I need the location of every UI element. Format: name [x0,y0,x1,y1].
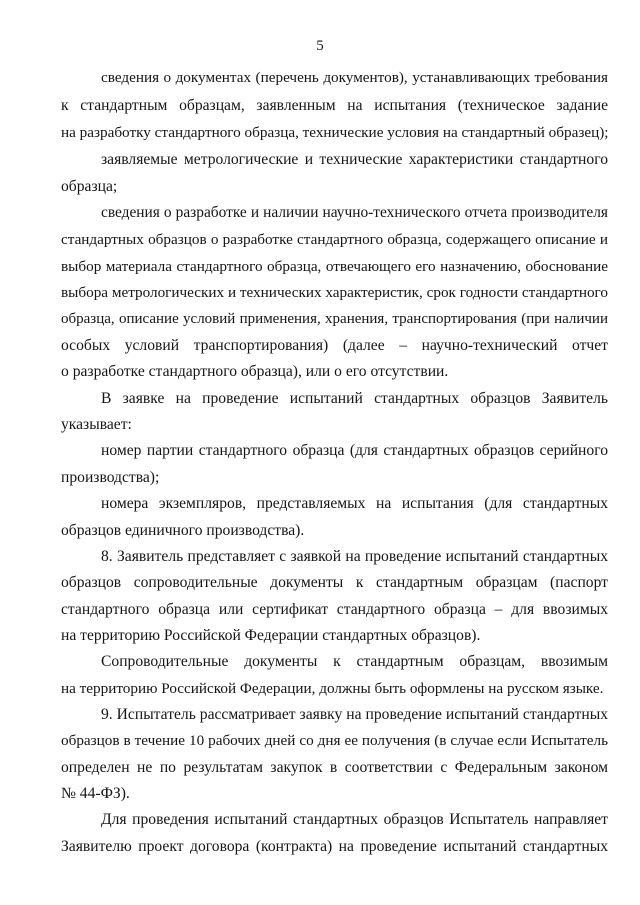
text-line: стандартных образцов о разработке стандартного образца, содержащего описание и [61,231,608,248]
text-line: указывает: [61,416,132,433]
text-line: сведения о разработке и наличии научно-технического отчета производителя [101,204,608,221]
text-line: номер партии стандартного образца (для стандартных образцов серийного [101,442,608,459]
text-line: на территорию Российской Федерации стандартных образцов). [61,627,481,644]
text-line: № 44-ФЗ). [61,785,130,802]
text-line: номера экземпляров, представляемых на испытания (для стандартных [101,495,608,512]
text-line: Заявителю проект договора (контракта) на проведение испытаний стандартных [61,838,608,855]
text-line: выбор материала стандартного образца, отвечающего его назначению, обоснование [61,258,608,275]
text-line: особых условий транспортирования) (далее – научно-технический отчет [61,337,608,354]
text-line: Для проведения испытаний стандартных образцов Испытатель направляет [101,811,608,828]
text-line: сведения о документах (перечень документов), устанавливающих требования [101,69,608,86]
text-line: стандартного образца или сертификат стандартного образца – для ввозимых [61,601,608,618]
text-line: о разработке стандартного образца), или о его отсутствии. [61,363,449,380]
text-line: 9. Испытатель рассматривает заявку на проведение испытаний стандартных [101,706,608,723]
text-line: 8. Заявитель представляет с заявкой на проведение испытаний стандартных [101,548,608,565]
text-line: образцов сопроводительные документы к стандартным образцам (паспорт [61,574,608,591]
text-line: производства); [61,469,160,486]
text-line: образца, описание условий применения, хранения, транспортирования (при наличии [61,311,608,327]
text-line: на территорию Российской Федерации, должны быть оформлены на русском языке. [61,680,604,697]
text-line: к стандартным образцам, заявленным на испытания (техническое задание [61,97,608,114]
text-line: определен не по результатам закупок в соответствии с Федеральным законом [61,759,608,776]
text-line: заявляемые метрологические и технические характеристики стандартного [101,151,608,168]
text-line: образцов в течение 10 рабочих дней со дня ее получения (в случае если Испытатель [61,732,608,749]
text-line: на разработку стандартного образца, технические условия на стандартный образец); [61,124,609,141]
text-line: образцов единичного производства). [61,522,305,539]
text-line: образца; [61,178,118,195]
text-line: Сопроводительные документы к стандартным образцам, ввозимым [101,653,608,670]
text-line: В заявке на проведение испытаний стандартных образцов Заявитель [101,390,608,407]
text-line: выбора метрологических и технических характеристик, срок годности стандартного [61,284,608,301]
page-number: 5 [316,38,324,54]
